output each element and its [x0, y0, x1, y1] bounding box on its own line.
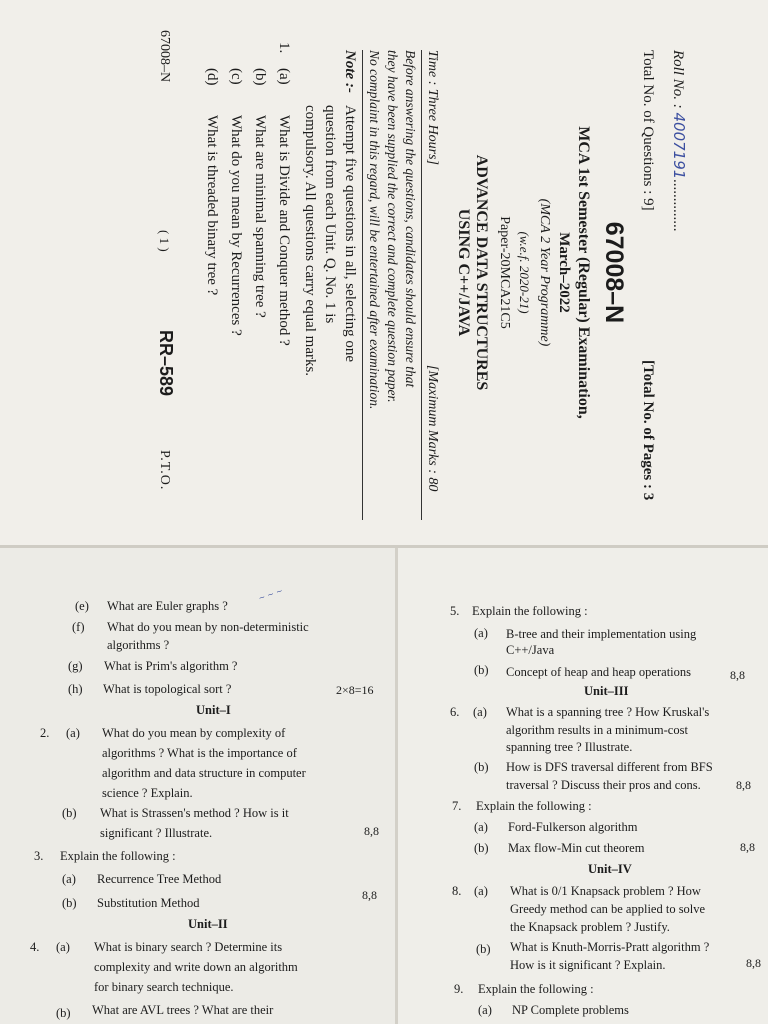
- question-2-number: 2.: [40, 726, 50, 740]
- question-4-number: 4.: [30, 940, 40, 954]
- handwritten-scribble: ~ ~ ~: [257, 585, 284, 604]
- total-questions: Total No. of Questions : 9]: [640, 50, 656, 211]
- q1b-text: What are minimal spanning tree ?: [252, 115, 268, 318]
- q1g-text: What is Prim's algorithm ?: [104, 659, 238, 673]
- question-9-number: 9.: [454, 982, 464, 996]
- instruction-line-2: they have been supplied the correct and complete question paper.: [385, 50, 400, 403]
- subject-line-2: USING C++/JAVA: [455, 208, 472, 337]
- subject-line-1: ADVANCE DATA STRUCTURES: [473, 154, 490, 391]
- q1f-text-line-2: algorithms ?: [107, 638, 170, 652]
- q7-marks: 8,8: [740, 840, 755, 854]
- roll-no-handwritten: 4007191: [670, 112, 688, 180]
- q4b-text: What are AVL trees ? What are their: [92, 1003, 274, 1017]
- q4a-text-line-3: for binary search technique.: [94, 980, 234, 994]
- q6a-text-line-3: spanning tree ? Illustrate.: [506, 740, 633, 754]
- time-allowed: Time : Three Hours]: [425, 50, 440, 165]
- q1f-label: (f): [72, 620, 85, 634]
- question-7-number: 7.: [452, 799, 462, 813]
- q1a-label: (a): [276, 68, 292, 85]
- q8b-text-line-1: What is Knuth-Morris-Pratt algorithm ?: [510, 940, 710, 954]
- q1c-label: (c): [228, 68, 244, 85]
- q1e-label: (e): [75, 599, 89, 613]
- programme: (MCA 2 Year Programme): [537, 198, 552, 347]
- q1-marks: 2×8=16: [336, 683, 374, 697]
- q8b-label: (b): [476, 942, 491, 956]
- q8a-text-line-2: Greedy method can be applied to solve: [510, 902, 706, 916]
- q2b-text-line-1: What is Strassen's method ? How is it: [100, 806, 289, 820]
- total-pages: [Total No. of Pages : 3: [640, 360, 656, 501]
- q6b-label: (b): [474, 760, 489, 774]
- wef: (w.e.f. 2020-21): [517, 231, 532, 314]
- q4a-label: (a): [56, 940, 70, 954]
- q8a-label: (a): [474, 884, 488, 898]
- divider-top: [421, 50, 422, 520]
- q4a-text-line-1: What is binary search ? Determine its: [94, 940, 283, 954]
- q9a-text: NP Complete problems: [512, 1003, 629, 1017]
- q6a-text-line-1: What is a spanning tree ? How Kruskal's: [506, 705, 710, 719]
- q3-text: Explain the following :: [60, 849, 176, 863]
- q3b-text: Substitution Method: [97, 896, 200, 910]
- footer-page-number: ( 1 ): [157, 230, 172, 252]
- q5a-text-line-1: B-tree and their implementation using: [506, 627, 697, 641]
- q9a-label: (a): [478, 1003, 492, 1017]
- q7a-label: (a): [474, 820, 488, 834]
- q5a-label: (a): [474, 626, 488, 640]
- q1g-label: (g): [68, 659, 83, 673]
- q1d-text: What is threaded binary tree ?: [204, 115, 220, 296]
- q7b-label: (b): [474, 841, 489, 855]
- instruction-line-1: Before answering the questions, candidates should ensure that: [403, 50, 418, 388]
- q2a-label: (a): [66, 726, 80, 740]
- exam-date: March–2022: [556, 232, 572, 313]
- exam-title: MCA 1st Semester (Regular) Examination,: [575, 126, 592, 419]
- q7b-text: Max flow-Min cut theorem: [508, 841, 645, 855]
- exam-page-2: [0, 548, 395, 1024]
- unit-2-heading: Unit–II: [188, 917, 228, 931]
- roll-no-label: Roll No. :: [670, 50, 686, 113]
- note-label: Note :-: [342, 50, 358, 93]
- roll-no-dots: ..............: [670, 179, 686, 232]
- unit-4-heading: Unit–IV: [588, 862, 632, 876]
- q6-marks: 8,8: [736, 778, 751, 792]
- q3a-text: Recurrence Tree Method: [97, 872, 222, 886]
- q3-marks: 8,8: [362, 888, 377, 902]
- q9-text: Explain the following :: [478, 982, 594, 996]
- q1h-text: What is topological sort ?: [103, 682, 232, 696]
- instruction-line-3: No complaint in this regard, will be entertained after examination.: [367, 50, 382, 410]
- question-8-number: 8.: [452, 884, 462, 898]
- q8a-text-line-3: the Knapsack problem ? Justify.: [510, 920, 670, 934]
- note-line-3: compulsory. All questions carry equal marks.: [302, 105, 318, 377]
- question-6-number: 6.: [450, 705, 460, 719]
- q7a-text: Ford-Fulkerson algorithm: [508, 820, 638, 834]
- unit-1-heading: Unit–I: [196, 703, 231, 717]
- q1a-text: What is Divide and Conquer method ?: [276, 115, 292, 346]
- paper-code: 67008–N: [600, 221, 628, 324]
- unit-3-heading: Unit–III: [584, 684, 629, 698]
- q3a-label: (a): [62, 872, 76, 886]
- paper-number: Paper-20MCA21C5: [497, 216, 512, 329]
- q6b-text-line-2: traversal ? Discuss their pros and cons.: [506, 778, 701, 792]
- q5-text: Explain the following :: [472, 604, 588, 618]
- q2-marks: 8,8: [364, 824, 379, 838]
- note-line-2: question from each Unit. Q. No. 1 is: [322, 105, 338, 324]
- q6b-text-line-1: How is DFS traversal different from BFS: [506, 760, 713, 774]
- footer-code: 67008–N: [157, 30, 172, 83]
- q4a-text-line-2: complexity and write down an algorithm: [94, 960, 298, 974]
- q8a-text-line-1: What is 0/1 Knapsack problem ? How: [510, 884, 701, 898]
- note-line-1: Attempt five questions in all, selecting one: [342, 105, 358, 363]
- q6a-text-line-2: algorithm results in a minimum-cost: [506, 723, 688, 737]
- q2b-label: (b): [62, 806, 77, 820]
- footer-rr-code: RR–589: [156, 330, 176, 397]
- divider-bottom: [362, 50, 363, 520]
- q7-text: Explain the following :: [476, 799, 592, 813]
- q8-marks: 8,8: [746, 956, 761, 970]
- q2a-text-line-2: algorithms ? What is the importance of: [102, 746, 297, 760]
- q2a-text-line-3: algorithm and data structure in computer: [102, 766, 306, 780]
- q1b-label: (b): [252, 68, 268, 86]
- q2a-text-line-4: science ? Explain.: [102, 786, 193, 800]
- exam-page-1-content: [10, 10, 690, 535]
- q6a-label: (a): [473, 705, 487, 719]
- maximum-marks: [Maximum Marks : 80: [425, 365, 440, 492]
- exam-page-3: [398, 548, 768, 1024]
- footer-pto: P.T.O.: [157, 450, 172, 491]
- q4b-label: (b): [56, 1006, 71, 1020]
- question-1-number: 1.: [276, 42, 292, 54]
- q1e-text: What are Euler graphs ?: [107, 599, 228, 613]
- q1d-label: (d): [204, 68, 220, 86]
- q1c-text: What do you mean by Recurrences ?: [228, 115, 244, 336]
- roll-no: [669, 50, 688, 232]
- q5b-text: Concept of heap and heap operations: [506, 665, 692, 679]
- q1h-label: (h): [68, 682, 83, 696]
- q2a-text-line-1: What do you mean by complexity of: [102, 726, 286, 740]
- question-3-number: 3.: [34, 849, 44, 863]
- q2b-text-line-2: significant ? Illustrate.: [100, 826, 213, 840]
- q1f-text-line-1: What do you mean by non-deterministic: [107, 620, 309, 634]
- q5a-text-line-2: C++/Java: [506, 643, 555, 657]
- q3b-label: (b): [62, 896, 77, 910]
- question-5-number: 5.: [450, 604, 460, 618]
- q8b-text-line-2: How is it significant ? Explain.: [510, 958, 666, 972]
- q5b-label: (b): [474, 663, 489, 677]
- q5-marks: 8,8: [730, 668, 745, 682]
